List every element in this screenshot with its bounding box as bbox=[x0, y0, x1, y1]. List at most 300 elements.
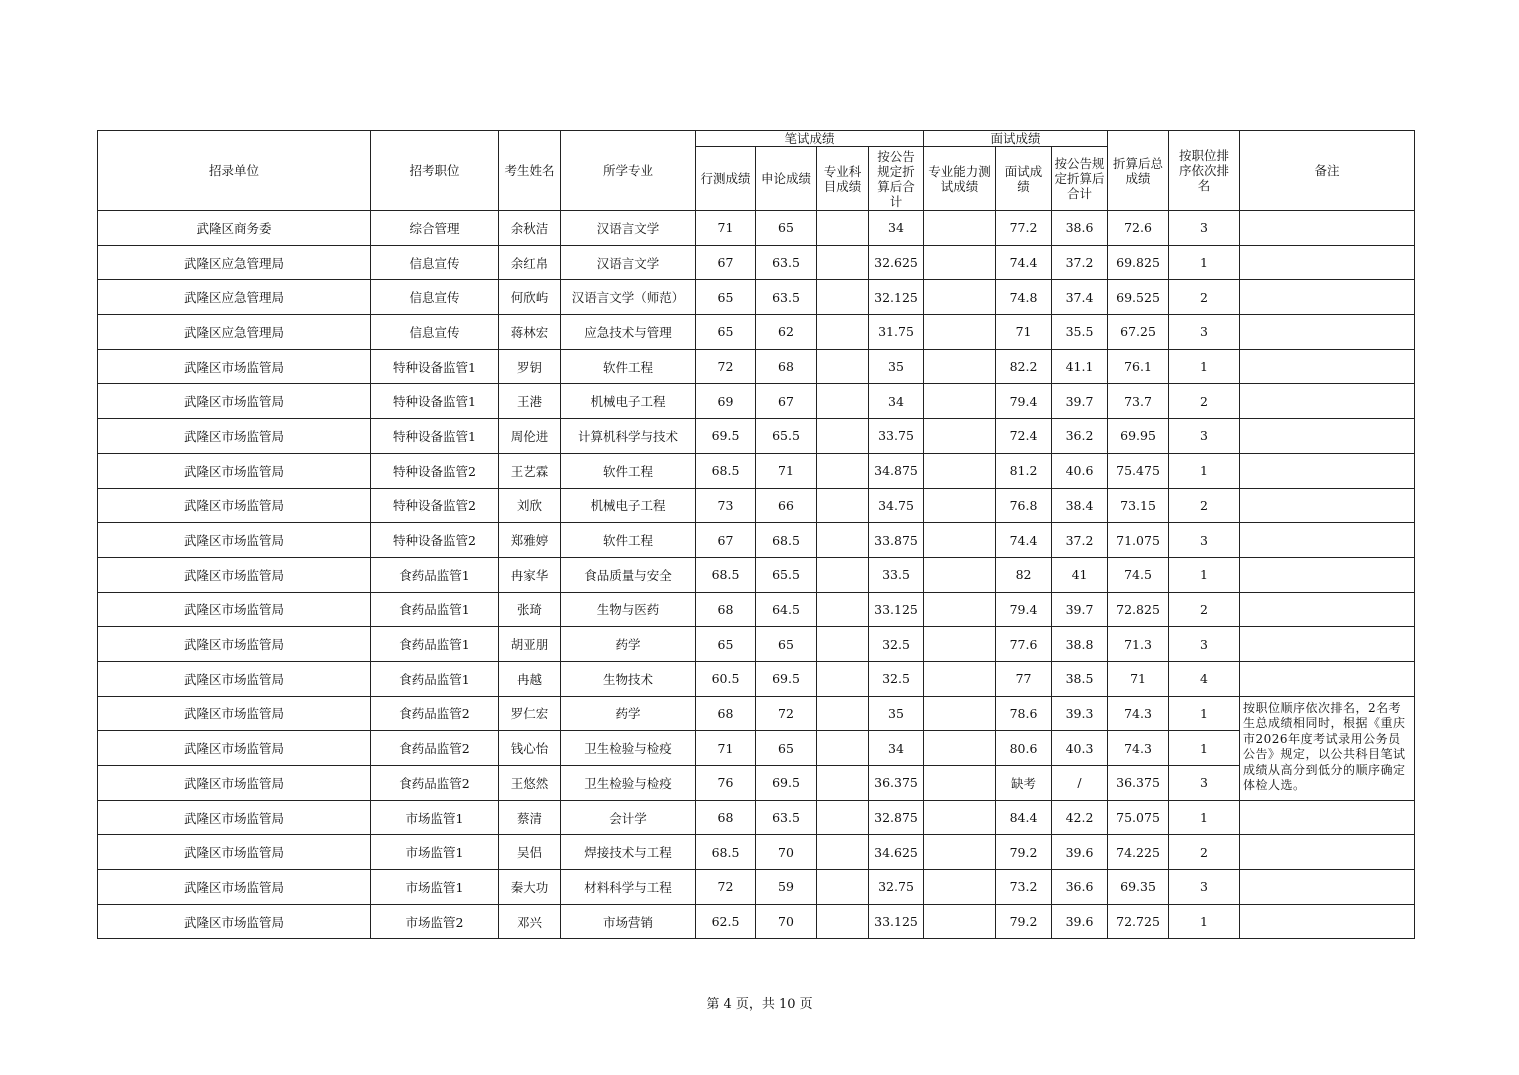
table-body bbox=[98, 211, 1415, 939]
cell-written-converted: 34 bbox=[869, 211, 924, 246]
cell-interview-converted: 38.4 bbox=[1052, 488, 1108, 523]
cell-remark bbox=[1240, 523, 1415, 558]
cell-remark-merged: 按职位顺序依次排名，2名考生总成绩相同时，根据《重庆市2026年度考试录用公务员公告》规定，以公共科目笔试成绩从高分到低分的顺序确定体检人选。 bbox=[1240, 696, 1415, 800]
cell-remark bbox=[1240, 661, 1415, 696]
cell-major: 卫生检验与检疫 bbox=[561, 731, 696, 766]
cell-rank: 1 bbox=[1169, 349, 1240, 384]
cell-ability bbox=[924, 835, 996, 870]
table-row bbox=[98, 349, 1415, 384]
cell-total: 73.15 bbox=[1108, 488, 1169, 523]
cell-major: 软件工程 bbox=[561, 349, 696, 384]
cell-remark bbox=[1240, 315, 1415, 350]
cell-remark bbox=[1240, 627, 1415, 662]
cell-written-converted: 34 bbox=[869, 731, 924, 766]
cell-position: 特种设备监管2 bbox=[371, 488, 499, 523]
cell-interview: 82 bbox=[996, 557, 1052, 592]
cell-remark bbox=[1240, 870, 1415, 905]
cell-rank: 1 bbox=[1169, 904, 1240, 939]
cell-interview-converted: 36.2 bbox=[1052, 419, 1108, 454]
cell-unit: 武隆区应急管理局 bbox=[98, 245, 371, 280]
cell-shenlun: 63.5 bbox=[756, 245, 817, 280]
cell-written-converted: 36.375 bbox=[869, 766, 924, 801]
cell-ability bbox=[924, 661, 996, 696]
cell-major: 计算机科学与技术 bbox=[561, 419, 696, 454]
cell-position: 信息宣传 bbox=[371, 315, 499, 350]
cell-xingce: 67 bbox=[696, 245, 756, 280]
cell-position: 特种设备监管1 bbox=[371, 384, 499, 419]
cell-position: 特种设备监管1 bbox=[371, 419, 499, 454]
table-row bbox=[98, 315, 1415, 350]
cell-total: 74.5 bbox=[1108, 557, 1169, 592]
cell-rank: 1 bbox=[1169, 245, 1240, 280]
cell-xingce: 68.5 bbox=[696, 557, 756, 592]
cell-unit: 武隆区市场监管局 bbox=[98, 870, 371, 905]
cell-major: 药学 bbox=[561, 696, 696, 731]
cell-shenlun: 63.5 bbox=[756, 800, 817, 835]
cell-written-converted: 33.875 bbox=[869, 523, 924, 558]
cell-remark bbox=[1240, 419, 1415, 454]
cell-name: 王港 bbox=[499, 384, 561, 419]
cell-interview: 72.4 bbox=[996, 419, 1052, 454]
cell-xingce: 73 bbox=[696, 488, 756, 523]
cell-total: 69.525 bbox=[1108, 280, 1169, 315]
cell-professional bbox=[817, 419, 869, 454]
cell-written-converted: 34 bbox=[869, 384, 924, 419]
cell-unit: 武隆区市场监管局 bbox=[98, 592, 371, 627]
cell-interview: 74.8 bbox=[996, 280, 1052, 315]
cell-interview-converted: 41.1 bbox=[1052, 349, 1108, 384]
cell-shenlun: 69.5 bbox=[756, 766, 817, 801]
cell-shenlun: 65.5 bbox=[756, 419, 817, 454]
cell-shenlun: 69.5 bbox=[756, 661, 817, 696]
cell-xingce: 68 bbox=[696, 592, 756, 627]
cell-professional bbox=[817, 557, 869, 592]
cell-rank: 2 bbox=[1169, 835, 1240, 870]
cell-interview-converted: 40.6 bbox=[1052, 453, 1108, 488]
cell-unit: 武隆区市场监管局 bbox=[98, 835, 371, 870]
cell-ability bbox=[924, 800, 996, 835]
cell-rank: 1 bbox=[1169, 696, 1240, 731]
cell-professional bbox=[817, 696, 869, 731]
cell-xingce: 72 bbox=[696, 349, 756, 384]
cell-name: 冉越 bbox=[499, 661, 561, 696]
cell-ability bbox=[924, 211, 996, 246]
cell-xingce: 68 bbox=[696, 696, 756, 731]
cell-interview: 71 bbox=[996, 315, 1052, 350]
cell-total: 71 bbox=[1108, 661, 1169, 696]
cell-rank: 3 bbox=[1169, 766, 1240, 801]
cell-shenlun: 59 bbox=[756, 870, 817, 905]
cell-xingce: 68.5 bbox=[696, 835, 756, 870]
cell-major: 材料科学与工程 bbox=[561, 870, 696, 905]
cell-ability bbox=[924, 904, 996, 939]
cell-rank: 1 bbox=[1169, 557, 1240, 592]
table-row bbox=[98, 904, 1415, 939]
cell-remark bbox=[1240, 280, 1415, 315]
cell-interview-converted: 39.6 bbox=[1052, 835, 1108, 870]
cell-unit: 武隆区市场监管局 bbox=[98, 523, 371, 558]
cell-total: 72.825 bbox=[1108, 592, 1169, 627]
cell-major: 汉语言文学 bbox=[561, 245, 696, 280]
table-row bbox=[98, 627, 1415, 662]
cell-interview-converted: 38.8 bbox=[1052, 627, 1108, 662]
cell-name: 胡亚朋 bbox=[499, 627, 561, 662]
cell-remark bbox=[1240, 384, 1415, 419]
cell-remark bbox=[1240, 592, 1415, 627]
cell-remark bbox=[1240, 904, 1415, 939]
cell-professional bbox=[817, 835, 869, 870]
header-interview: 面试成绩 bbox=[996, 147, 1052, 211]
cell-major: 汉语言文学（师范） bbox=[561, 280, 696, 315]
cell-remark bbox=[1240, 800, 1415, 835]
cell-xingce: 60.5 bbox=[696, 661, 756, 696]
cell-unit: 武隆区市场监管局 bbox=[98, 904, 371, 939]
cell-interview-converted: 37.2 bbox=[1052, 523, 1108, 558]
cell-major: 药学 bbox=[561, 627, 696, 662]
cell-professional bbox=[817, 488, 869, 523]
cell-interview: 74.4 bbox=[996, 245, 1052, 280]
cell-interview-converted: 40.3 bbox=[1052, 731, 1108, 766]
cell-interview-converted: 39.7 bbox=[1052, 592, 1108, 627]
cell-name: 蒋林宏 bbox=[499, 315, 561, 350]
table-row bbox=[98, 523, 1415, 558]
cell-professional bbox=[817, 800, 869, 835]
cell-interview: 76.8 bbox=[996, 488, 1052, 523]
table-row bbox=[98, 696, 1415, 731]
cell-name: 余秋洁 bbox=[499, 211, 561, 246]
cell-xingce: 71 bbox=[696, 211, 756, 246]
cell-total: 69.35 bbox=[1108, 870, 1169, 905]
cell-unit: 武隆区市场监管局 bbox=[98, 731, 371, 766]
cell-xingce: 65 bbox=[696, 627, 756, 662]
cell-name: 张琦 bbox=[499, 592, 561, 627]
header-written-group: 笔试成绩 bbox=[696, 131, 924, 147]
cell-professional bbox=[817, 523, 869, 558]
cell-name: 钱心怡 bbox=[499, 731, 561, 766]
cell-written-converted: 35 bbox=[869, 696, 924, 731]
cell-unit: 武隆区市场监管局 bbox=[98, 800, 371, 835]
cell-name: 罗钥 bbox=[499, 349, 561, 384]
cell-total: 73.7 bbox=[1108, 384, 1169, 419]
header-name: 考生姓名 bbox=[499, 131, 561, 211]
cell-rank: 4 bbox=[1169, 661, 1240, 696]
cell-xingce: 68.5 bbox=[696, 453, 756, 488]
cell-ability bbox=[924, 315, 996, 350]
cell-major: 软件工程 bbox=[561, 523, 696, 558]
cell-written-converted: 32.5 bbox=[869, 661, 924, 696]
cell-interview: 77.6 bbox=[996, 627, 1052, 662]
cell-rank: 2 bbox=[1169, 384, 1240, 419]
cell-shenlun: 71 bbox=[756, 453, 817, 488]
cell-xingce: 69.5 bbox=[696, 419, 756, 454]
table-row bbox=[98, 245, 1415, 280]
cell-major: 焊接技术与工程 bbox=[561, 835, 696, 870]
cell-unit: 武隆区市场监管局 bbox=[98, 453, 371, 488]
cell-rank: 3 bbox=[1169, 315, 1240, 350]
cell-written-converted: 34.75 bbox=[869, 488, 924, 523]
cell-major: 市场营销 bbox=[561, 904, 696, 939]
table-row bbox=[98, 419, 1415, 454]
cell-interview-converted: 41 bbox=[1052, 557, 1108, 592]
cell-name: 邓兴 bbox=[499, 904, 561, 939]
cell-major: 生物与医药 bbox=[561, 592, 696, 627]
cell-rank: 3 bbox=[1169, 419, 1240, 454]
cell-position: 食药品监管1 bbox=[371, 557, 499, 592]
cell-position: 食药品监管2 bbox=[371, 766, 499, 801]
cell-position: 市场监管2 bbox=[371, 904, 499, 939]
cell-rank: 2 bbox=[1169, 592, 1240, 627]
cell-total: 74.225 bbox=[1108, 835, 1169, 870]
cell-written-converted: 33.125 bbox=[869, 592, 924, 627]
cell-written-converted: 35 bbox=[869, 349, 924, 384]
cell-professional bbox=[817, 592, 869, 627]
cell-rank: 2 bbox=[1169, 280, 1240, 315]
cell-rank: 1 bbox=[1169, 800, 1240, 835]
cell-xingce: 76 bbox=[696, 766, 756, 801]
cell-ability bbox=[924, 523, 996, 558]
cell-shenlun: 66 bbox=[756, 488, 817, 523]
cell-name: 秦大功 bbox=[499, 870, 561, 905]
cell-unit: 武隆区应急管理局 bbox=[98, 315, 371, 350]
cell-xingce: 62.5 bbox=[696, 904, 756, 939]
cell-interview: 84.4 bbox=[996, 800, 1052, 835]
cell-unit: 武隆区市场监管局 bbox=[98, 557, 371, 592]
table-row bbox=[98, 211, 1415, 246]
cell-position: 信息宣传 bbox=[371, 280, 499, 315]
cell-name: 何欣屿 bbox=[499, 280, 561, 315]
cell-xingce: 71 bbox=[696, 731, 756, 766]
cell-shenlun: 72 bbox=[756, 696, 817, 731]
cell-interview: 73.2 bbox=[996, 870, 1052, 905]
cell-remark bbox=[1240, 211, 1415, 246]
cell-position: 特种设备监管1 bbox=[371, 349, 499, 384]
cell-unit: 武隆区市场监管局 bbox=[98, 696, 371, 731]
cell-interview: 82.2 bbox=[996, 349, 1052, 384]
cell-rank: 3 bbox=[1169, 523, 1240, 558]
header-interview-group: 面试成绩 bbox=[924, 131, 1108, 147]
header-xingce: 行测成绩 bbox=[696, 147, 756, 211]
cell-ability bbox=[924, 870, 996, 905]
cell-ability bbox=[924, 627, 996, 662]
cell-shenlun: 63.5 bbox=[756, 280, 817, 315]
cell-interview-converted: 37.2 bbox=[1052, 245, 1108, 280]
cell-major: 生物技术 bbox=[561, 661, 696, 696]
cell-professional bbox=[817, 384, 869, 419]
cell-professional bbox=[817, 245, 869, 280]
cell-shenlun: 65 bbox=[756, 627, 817, 662]
cell-unit: 武隆区市场监管局 bbox=[98, 384, 371, 419]
cell-interview: 79.4 bbox=[996, 592, 1052, 627]
cell-ability bbox=[924, 592, 996, 627]
page-footer: 第 4 页，共 10 页 bbox=[706, 997, 813, 1012]
cell-interview-converted: 38.5 bbox=[1052, 661, 1108, 696]
cell-xingce: 65 bbox=[696, 315, 756, 350]
cell-position: 特种设备监管2 bbox=[371, 453, 499, 488]
cell-position: 食药品监管2 bbox=[371, 696, 499, 731]
cell-interview-converted: 35.5 bbox=[1052, 315, 1108, 350]
cell-ability bbox=[924, 349, 996, 384]
cell-written-converted: 31.75 bbox=[869, 315, 924, 350]
cell-shenlun: 70 bbox=[756, 904, 817, 939]
cell-ability bbox=[924, 453, 996, 488]
cell-name: 冉家华 bbox=[499, 557, 561, 592]
cell-shenlun: 65 bbox=[756, 731, 817, 766]
cell-position: 食药品监管1 bbox=[371, 592, 499, 627]
header-position: 招考职位 bbox=[371, 131, 499, 211]
header-rank: 按职位排序依次排名 bbox=[1169, 131, 1240, 211]
header-unit: 招录单位 bbox=[98, 131, 371, 211]
cell-major: 卫生检验与检疫 bbox=[561, 766, 696, 801]
header-major: 所学专业 bbox=[561, 131, 696, 211]
cell-position: 市场监管1 bbox=[371, 800, 499, 835]
cell-total: 74.3 bbox=[1108, 696, 1169, 731]
cell-interview: 缺考 bbox=[996, 766, 1052, 801]
header-ability-test: 专业能力测试成绩 bbox=[924, 147, 996, 211]
cell-ability bbox=[924, 280, 996, 315]
cell-total: 36.375 bbox=[1108, 766, 1169, 801]
cell-total: 67.25 bbox=[1108, 315, 1169, 350]
cell-professional bbox=[817, 870, 869, 905]
cell-remark bbox=[1240, 835, 1415, 870]
cell-shenlun: 67 bbox=[756, 384, 817, 419]
cell-ability bbox=[924, 488, 996, 523]
cell-interview: 79.4 bbox=[996, 384, 1052, 419]
cell-xingce: 65 bbox=[696, 280, 756, 315]
cell-interview: 79.2 bbox=[996, 835, 1052, 870]
header-professional: 专业科目成绩 bbox=[817, 147, 869, 211]
cell-rank: 3 bbox=[1169, 627, 1240, 662]
cell-interview: 81.2 bbox=[996, 453, 1052, 488]
cell-name: 蔡清 bbox=[499, 800, 561, 835]
header-total: 折算后总成绩 bbox=[1108, 131, 1169, 211]
cell-position: 市场监管1 bbox=[371, 835, 499, 870]
cell-remark bbox=[1240, 453, 1415, 488]
cell-written-converted: 32.75 bbox=[869, 870, 924, 905]
cell-name: 王悠然 bbox=[499, 766, 561, 801]
table-row bbox=[98, 731, 1415, 766]
cell-professional bbox=[817, 349, 869, 384]
cell-name: 郑雅婷 bbox=[499, 523, 561, 558]
cell-interview: 80.6 bbox=[996, 731, 1052, 766]
cell-interview-converted: 39.3 bbox=[1052, 696, 1108, 731]
cell-unit: 武隆区市场监管局 bbox=[98, 766, 371, 801]
table-row bbox=[98, 453, 1415, 488]
cell-major: 机械电子工程 bbox=[561, 384, 696, 419]
cell-interview-converted: 36.6 bbox=[1052, 870, 1108, 905]
cell-xingce: 69 bbox=[696, 384, 756, 419]
cell-total: 74.3 bbox=[1108, 731, 1169, 766]
cell-position: 食药品监管1 bbox=[371, 627, 499, 662]
cell-name: 刘欣 bbox=[499, 488, 561, 523]
cell-position: 特种设备监管2 bbox=[371, 523, 499, 558]
cell-unit: 武隆区商务委 bbox=[98, 211, 371, 246]
cell-total: 72.6 bbox=[1108, 211, 1169, 246]
cell-interview: 77 bbox=[996, 661, 1052, 696]
cell-unit: 武隆区市场监管局 bbox=[98, 661, 371, 696]
cell-professional bbox=[817, 280, 869, 315]
cell-position: 市场监管1 bbox=[371, 870, 499, 905]
cell-shenlun: 68.5 bbox=[756, 523, 817, 558]
table-row bbox=[98, 766, 1415, 801]
cell-shenlun: 65.5 bbox=[756, 557, 817, 592]
cell-position: 食药品监管2 bbox=[371, 731, 499, 766]
cell-rank: 3 bbox=[1169, 211, 1240, 246]
cell-unit: 武隆区市场监管局 bbox=[98, 419, 371, 454]
cell-interview-converted: 38.6 bbox=[1052, 211, 1108, 246]
cell-unit: 武隆区市场监管局 bbox=[98, 627, 371, 662]
cell-professional bbox=[817, 766, 869, 801]
cell-ability bbox=[924, 731, 996, 766]
cell-professional bbox=[817, 211, 869, 246]
cell-remark bbox=[1240, 245, 1415, 280]
cell-remark bbox=[1240, 349, 1415, 384]
cell-written-converted: 33.75 bbox=[869, 419, 924, 454]
score-table bbox=[97, 130, 1415, 939]
table-row bbox=[98, 280, 1415, 315]
cell-total: 76.1 bbox=[1108, 349, 1169, 384]
cell-position: 信息宣传 bbox=[371, 245, 499, 280]
table-row bbox=[98, 835, 1415, 870]
cell-ability bbox=[924, 557, 996, 592]
cell-name: 余红帛 bbox=[499, 245, 561, 280]
cell-name: 吴侣 bbox=[499, 835, 561, 870]
cell-total: 75.075 bbox=[1108, 800, 1169, 835]
cell-written-converted: 32.875 bbox=[869, 800, 924, 835]
header-remark: 备注 bbox=[1240, 131, 1415, 211]
cell-interview-converted: / bbox=[1052, 766, 1108, 801]
cell-ability bbox=[924, 419, 996, 454]
cell-interview: 78.6 bbox=[996, 696, 1052, 731]
cell-major: 软件工程 bbox=[561, 453, 696, 488]
cell-professional bbox=[817, 453, 869, 488]
cell-major: 汉语言文学 bbox=[561, 211, 696, 246]
table-row bbox=[98, 384, 1415, 419]
cell-rank: 1 bbox=[1169, 453, 1240, 488]
cell-rank: 1 bbox=[1169, 731, 1240, 766]
table-row bbox=[98, 870, 1415, 905]
header-interview-converted: 按公告规定折算后合计 bbox=[1052, 147, 1108, 211]
cell-shenlun: 70 bbox=[756, 835, 817, 870]
cell-ability bbox=[924, 766, 996, 801]
cell-shenlun: 62 bbox=[756, 315, 817, 350]
cell-shenlun: 64.5 bbox=[756, 592, 817, 627]
cell-ability bbox=[924, 245, 996, 280]
cell-rank: 3 bbox=[1169, 870, 1240, 905]
cell-interview-converted: 37.4 bbox=[1052, 280, 1108, 315]
cell-xingce: 68 bbox=[696, 800, 756, 835]
cell-written-converted: 32.125 bbox=[869, 280, 924, 315]
cell-ability bbox=[924, 696, 996, 731]
cell-remark bbox=[1240, 488, 1415, 523]
cell-unit: 武隆区市场监管局 bbox=[98, 488, 371, 523]
table-row bbox=[98, 661, 1415, 696]
cell-ability bbox=[924, 384, 996, 419]
cell-written-converted: 32.5 bbox=[869, 627, 924, 662]
cell-interview-converted: 42.2 bbox=[1052, 800, 1108, 835]
cell-professional bbox=[817, 731, 869, 766]
cell-remark bbox=[1240, 557, 1415, 592]
cell-total: 69.95 bbox=[1108, 419, 1169, 454]
cell-written-converted: 34.625 bbox=[869, 835, 924, 870]
cell-written-converted: 34.875 bbox=[869, 453, 924, 488]
header-written-converted: 按公告规定折算后合计 bbox=[869, 147, 924, 211]
table-row bbox=[98, 557, 1415, 592]
cell-total: 71.075 bbox=[1108, 523, 1169, 558]
cell-interview: 77.2 bbox=[996, 211, 1052, 246]
cell-professional bbox=[817, 661, 869, 696]
cell-position: 综合管理 bbox=[371, 211, 499, 246]
cell-xingce: 67 bbox=[696, 523, 756, 558]
